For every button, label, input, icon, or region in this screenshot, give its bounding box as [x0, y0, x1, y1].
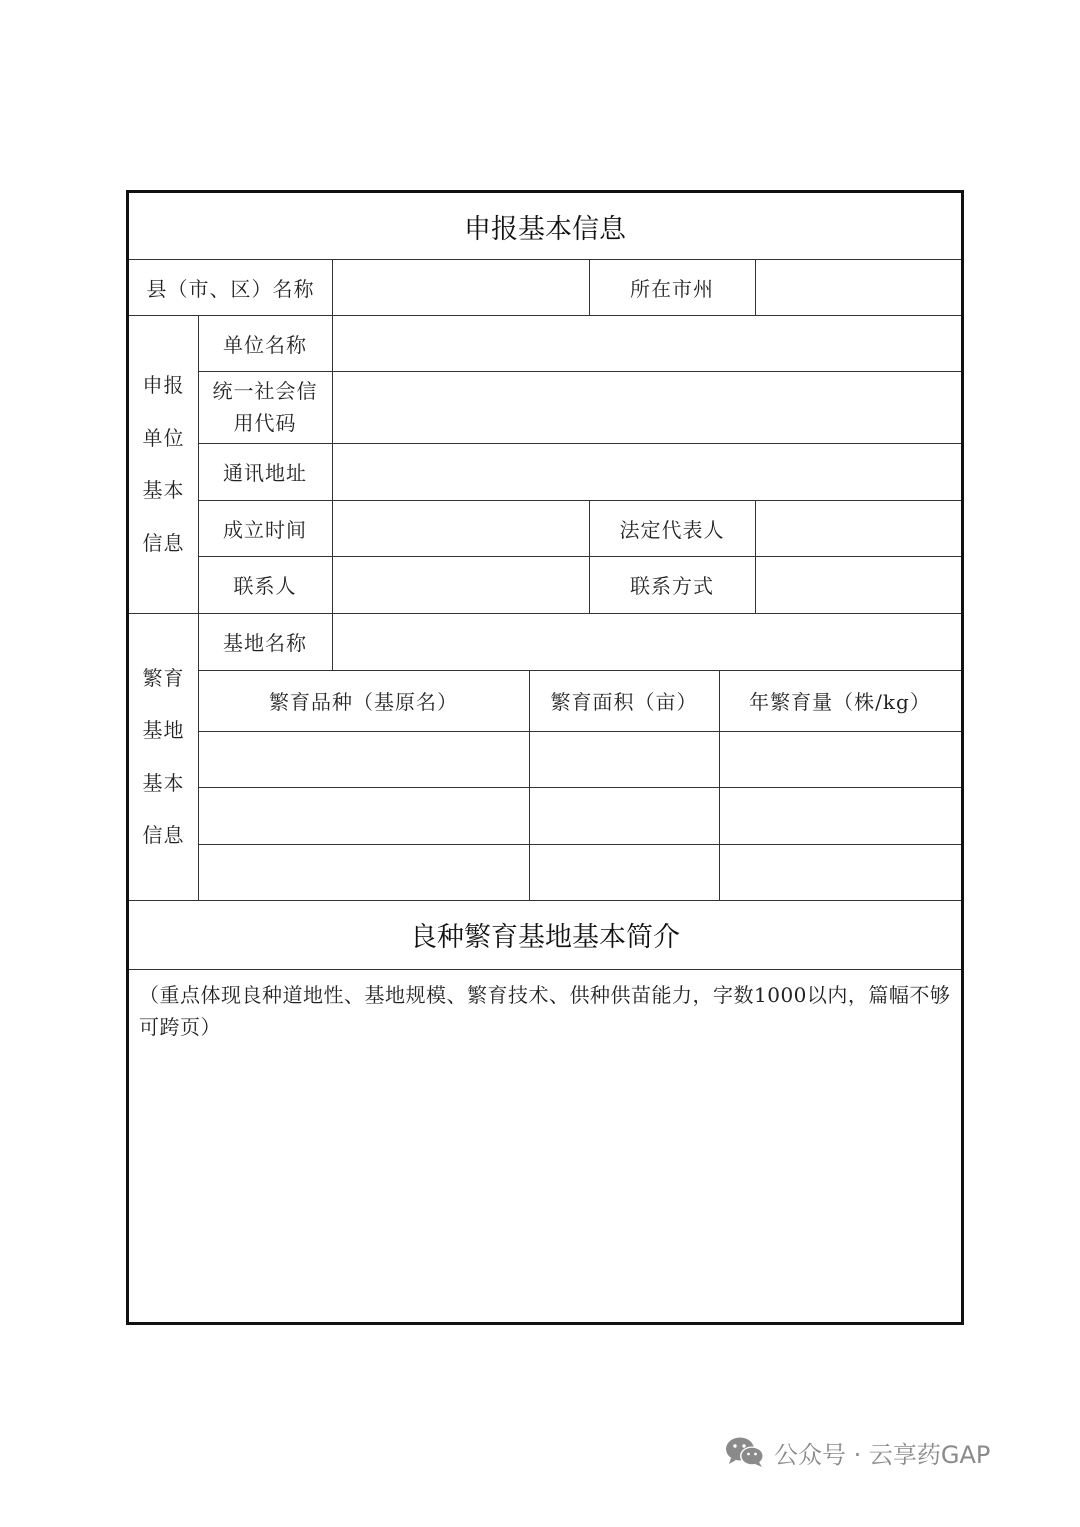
address-label: 通讯地址	[223, 461, 307, 485]
divider	[129, 969, 961, 970]
watermark	[724, 1432, 990, 1472]
table-cell-yield[interactable]	[719, 731, 961, 787]
column-header-variety: 繁育品种（基原名）	[269, 690, 458, 714]
unit-name-label: 单位名称	[223, 332, 307, 357]
contact-method-label: 联系方式	[630, 574, 714, 598]
contact-person-label: 联系人	[233, 574, 297, 598]
table-cell-variety[interactable]	[198, 844, 529, 900]
form-title: 申报基本信息	[464, 213, 626, 245]
intro-title: 良种繁育基地基本简介	[410, 922, 680, 953]
unit-name-field[interactable]	[332, 315, 961, 371]
established-label: 成立时间	[223, 517, 307, 542]
unit-section-label: 申报 单位 基本 信息	[142, 373, 185, 555]
credit-code-label: 统一社会信 用代码	[212, 379, 318, 435]
credit-code-field[interactable]	[332, 371, 961, 443]
watermark-text: 公众号 · 云享药GAP	[774, 1440, 991, 1469]
intro-content-field[interactable]	[129, 1045, 961, 1321]
column-header-area: 繁育面积（亩）	[550, 690, 698, 714]
legal-rep-label: 法定代表人	[619, 517, 725, 542]
application-form	[126, 190, 964, 1325]
table-cell-yield[interactable]	[719, 844, 961, 900]
table-cell-area[interactable]	[529, 844, 719, 900]
contact-method-field[interactable]	[755, 556, 961, 613]
table-cell-variety[interactable]	[198, 787, 529, 844]
wechat-icon	[724, 1435, 766, 1469]
column-header-yield: 年繁育量（株/kg）	[749, 690, 931, 714]
base-name-field[interactable]	[332, 613, 961, 670]
city-label: 所在市州	[630, 276, 714, 301]
legal-rep-field[interactable]	[755, 500, 961, 556]
intro-note: （重点体现良种道地性、基地规模、繁育技术、供种供苗能力，字数1000以内，篇幅不够可跨页）	[139, 983, 951, 1039]
base-name-label: 基地名称	[223, 631, 307, 655]
county-name-label: 县（市、区）名称	[146, 276, 315, 301]
table-cell-variety[interactable]	[198, 731, 529, 787]
table-cell-area[interactable]	[529, 731, 719, 787]
base-section-label: 繁育 基地 基本 信息	[142, 665, 185, 847]
address-field[interactable]	[332, 443, 961, 500]
county-name-field[interactable]	[332, 259, 589, 315]
table-cell-yield[interactable]	[719, 787, 961, 844]
established-field[interactable]	[332, 500, 589, 556]
contact-person-field[interactable]	[332, 556, 589, 613]
table-cell-area[interactable]	[529, 787, 719, 844]
city-field[interactable]	[755, 259, 961, 315]
